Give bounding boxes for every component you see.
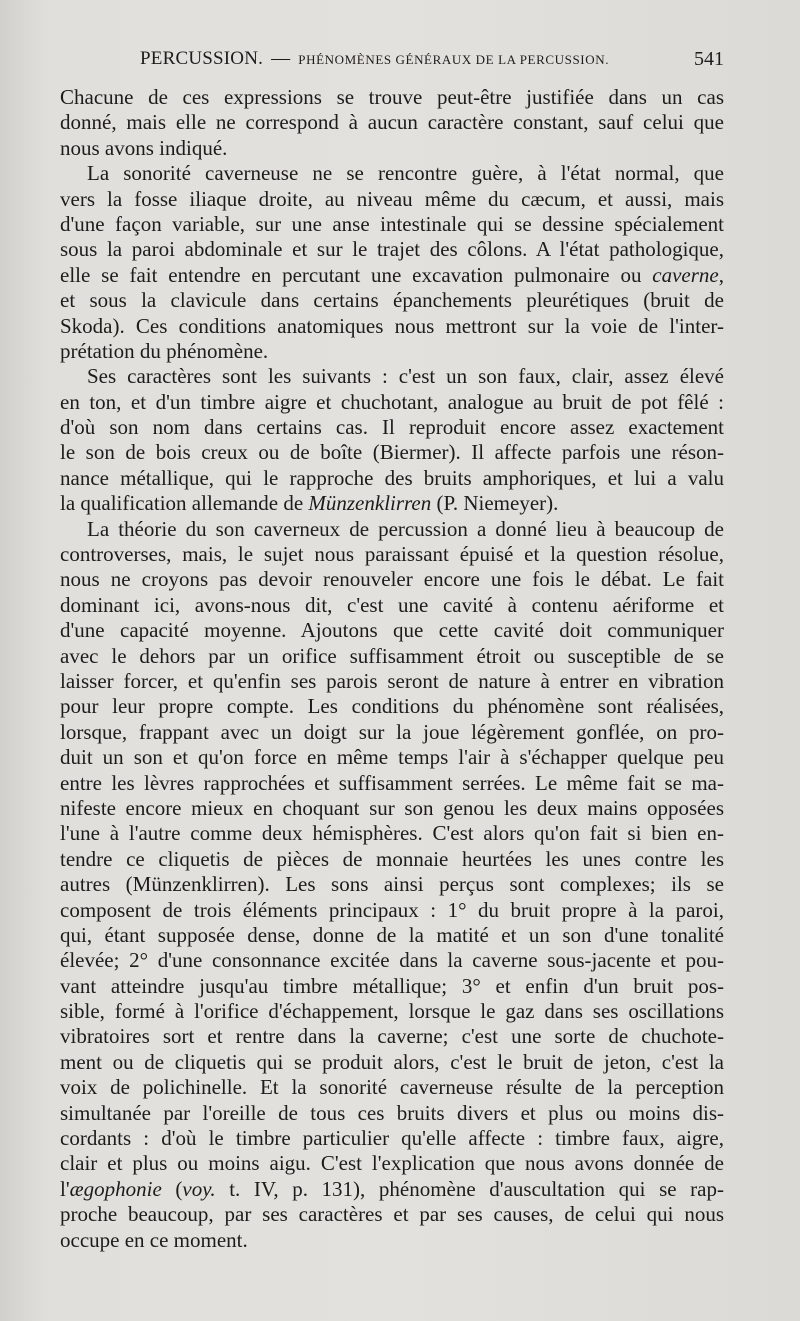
text-line: composent de trois éléments principaux : 1° du bruit propre à la paroi, (60, 897, 724, 922)
text-line: sous la paroi abdominale et sur le trajet des côlons. A l'état pathologique, (60, 237, 724, 262)
italic-term: Münzenklirren (308, 491, 432, 516)
text-line: entre les lèvres rapprochées et suffisamment serrées. Le même fait se ma- (60, 770, 724, 795)
text-line: La sonorité caverneuse ne se rencontre guère, à l'état normal, que (87, 161, 724, 186)
text-line: vers la fosse iliaque droite, au niveau même du cæcum, et aussi, mais (60, 186, 724, 211)
text-line: proche beaucoup, par ses caractères et par ses causes, de celui qui nous (60, 1202, 724, 1227)
text-run: la qualification allemande de (60, 491, 309, 516)
text-line: duit un son et qu'on force en même temps l'air à s'échapper quelque peu (60, 745, 724, 770)
text-line: le son de bois creux ou de boîte (Biermer). Il affecte parfois une réson- (60, 440, 724, 465)
text-run: (P. Niemeyer). (431, 491, 559, 516)
text-line: qui, étant supposée dense, donne de la matité et un son d'une tonalité (60, 922, 724, 947)
text-run: , (718, 262, 724, 287)
header-title (140, 48, 609, 70)
text-line: en ton, et d'un timbre aigre et chuchotant, analogue au bruit de pot fêlé : (60, 389, 724, 414)
header-dash: — (271, 48, 291, 69)
text-line: lorsque, frappant avec un doigt sur la joue légèrement gonflée, on pro- (60, 719, 724, 744)
header-subtitle: PHÉNOMÈNES GÉNÉRAUX DE LA PERCUSSION. (298, 52, 610, 67)
italic-term: voy. (182, 1176, 216, 1201)
text-line (60, 263, 724, 288)
text-line: vant atteindre jusqu'au timbre métallique; 3° et enfin d'un bruit pos- (60, 973, 724, 998)
text-line: donné, mais elle ne correspond à aucun caractère constant, sauf celui que (60, 110, 724, 135)
text-run: ( (161, 1176, 183, 1201)
text-line: et sous la clavicule dans certains épanchements pleurétiques (bruit de (60, 288, 724, 313)
text-line: nifeste encore mieux en choquant sur son genou les deux mains opposées (60, 795, 724, 820)
text-line: voix de polichinelle. Et la sonorité caverneuse résulte de la perception (60, 1075, 724, 1100)
text-line: ment ou de cliquetis qui se produit alors, c'est le bruit de jeton, c'est la (60, 1049, 724, 1074)
text-line: sible, formé à l'orifice d'échappement, lorsque le gaz dans ses oscillations (60, 999, 724, 1024)
running-header (60, 48, 724, 76)
text-line: d'une capacité moyenne. Ajoutons que cette cavité doit communiquer (60, 618, 724, 643)
text-line: tendre ce cliquetis de pièces de monnaie heurtées les unes contre les (60, 846, 724, 871)
page-number: 541 (694, 48, 724, 70)
text-line: élevée; 2° d'une consonnance excitée dans la caverne sous-jacente et pou- (60, 948, 724, 973)
text-line: Chacune de ces expressions se trouve peut-être justifiée dans un cas (60, 85, 724, 109)
body-text (60, 85, 724, 1253)
text-line: pour leur propre compte. Les conditions du phénomène sont réalisées, (60, 694, 724, 719)
text-line (60, 491, 724, 516)
text-line: prétation du phénomène. (60, 338, 269, 363)
text-line: cordants : d'où le timbre particulier qu'elle affecte : timbre faux, aigre, (60, 1126, 724, 1151)
text-line: Ses caractères sont les suivants : c'est un son faux, clair, assez élevé (87, 364, 724, 389)
text-run: l' (60, 1176, 70, 1201)
text-line: avec le dehors par un orifice suffisamment étroit ou susceptible de se (60, 643, 724, 668)
text-line: l'une à l'autre comme deux hémisphères. C'est alors qu'on fait si bien en- (60, 821, 724, 846)
text-line: d'une façon variable, sur une anse intestinale qui se dessine spécialement (60, 211, 724, 236)
text-line: Skoda). Ces conditions anatomiques nous mettront sur la voie de l'inter- (60, 313, 724, 338)
text-line: occupe en ce moment. (60, 1227, 248, 1252)
text-line: laisser forcer, et qu'enfin ses parois seront de nature à entrer en vibration (60, 668, 724, 693)
text-line: simultanée par l'oreille de tous ces bruits divers et plus ou moins dis- (60, 1100, 724, 1125)
text-line: autres (Münzenklirren). Les sons ainsi perçus sont complexes; ils se (60, 872, 724, 897)
text-line: nous ne croyons pas devoir renouveler encore une fois le débat. Le fait (60, 567, 724, 592)
text-line: vibratoires sort et rentre dans la caverne; c'est une sorte de chuchote- (60, 1024, 724, 1049)
text-line: clair et plus ou moins aigu. C'est l'explication que nous avons donnée de (60, 1151, 724, 1176)
text-line (60, 1177, 724, 1202)
text-line: nous avons indiqué. (60, 135, 228, 160)
text-line: dominant ici, avons-nous dit, c'est une cavité à contenu aériforme et (60, 592, 724, 617)
italic-term: caverne (652, 262, 719, 287)
text-line: controverses, mais, le sujet nous paraissant épuisé et la question résolue, (60, 542, 724, 567)
section-title: PERCUSSION. (140, 48, 264, 69)
text-line: nance métallique, qui le rapproche des bruits amphoriques, et lui a valu (60, 465, 724, 490)
text-run: t. IV, p. 131), phénomène d'auscultation qui se rap- (215, 1176, 724, 1201)
italic-term: ægophonie (69, 1176, 162, 1201)
text-line: d'où son nom dans certains cas. Il reproduit encore assez exactement (60, 415, 724, 440)
text-run: elle se fait entendre en percutant une excavation pulmonaire ou (60, 262, 653, 287)
text-line: La théorie du son caverneux de percussion a donné lieu à beaucoup de (87, 516, 724, 541)
